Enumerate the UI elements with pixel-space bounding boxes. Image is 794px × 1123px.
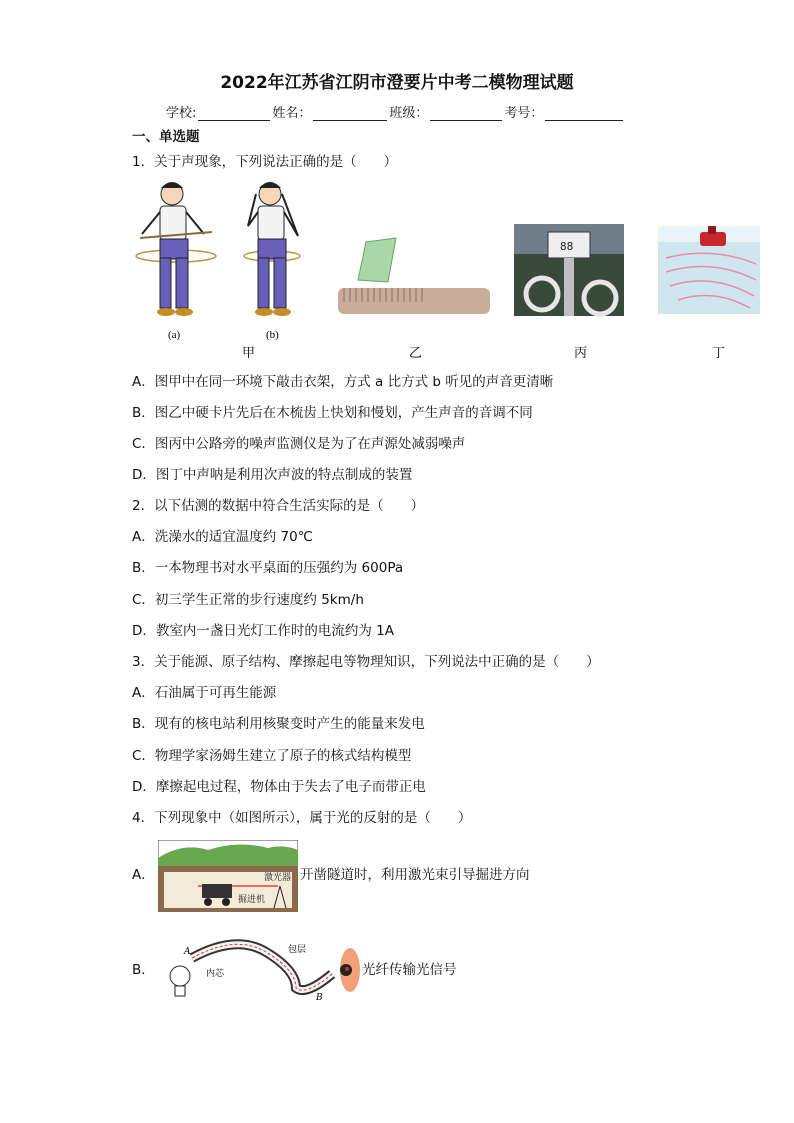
class-blank[interactable] [430,106,502,121]
q1-figure-strip [130,176,770,366]
q1-option-b[interactable]: B．图乙中硬卡片先后在木梳齿上快划和慢划，产生声音的音调不同 [132,405,533,421]
q4-option-b-letter[interactable]: B． [132,962,155,978]
exam-no-label: 考号： [504,106,544,121]
name-label: 姓名： [272,106,312,121]
q2-option-c[interactable]: C．初三学生正常的步行速度约 5km/h [132,592,364,608]
noise-monitor-figure [514,224,624,316]
fig-label-jia: 甲 [242,346,256,361]
q1-option-c[interactable]: C．图丙中公路旁的噪声监测仪是为了在声源处减弱噪声 [132,436,466,452]
q4-option-b-text[interactable]: 光纤传输光信号 [362,962,457,978]
q1-option-a[interactable]: A．图甲中在同一环境下敲击衣架，方式 a 比方式 b 听见的声音更清晰 [132,374,554,390]
q3-stem: 3．关于能源、原子结构、摩擦起电等物理知识，下列说法中正确的是（ ） [132,654,600,670]
name-blank[interactable] [313,106,387,121]
q2-option-a[interactable]: A．洗澡水的适宜温度约 70℃ [132,529,313,545]
machine-label: 掘进机 [238,895,266,905]
noise-display-value: 88 [560,240,574,253]
q2-option-d[interactable]: D．教室内一盏日光灯工作时的电流约为 1A [132,623,395,639]
q3-option-d[interactable]: D．摩擦起电过程，物体由于失去了电子而带正电 [132,779,426,795]
label-a: (a) [168,329,181,341]
comb-figure [338,238,490,314]
q4-option-a-text[interactable]: 开凿隧道时，利用激光束引导掘进方向 [300,867,530,883]
q4-stem: 4．下列现象中（如图所示），属于光的反射的是（ ） [132,810,472,826]
person-a-figure [136,182,216,316]
section-heading: 一、单选题 [132,129,200,145]
tunnel-laser-figure [158,840,298,912]
q1-stem: 1．关于声现象，下列说法正确的是（ ） [132,154,398,170]
school-blank[interactable] [198,106,270,121]
sonar-figure [658,226,760,314]
fig-label-bing: 丙 [574,346,588,361]
school-label: 学校: [166,106,197,121]
cladding-label: 包层 [288,945,307,955]
q3-option-b[interactable]: B．现有的核电站利用核聚变时产生的能量来发电 [132,716,425,732]
core-label: 内芯 [206,969,225,979]
point-b-label: B [316,993,323,1002]
label-b: (b) [266,329,279,341]
person-b-figure [244,182,300,316]
class-label: 班级： [389,106,429,121]
q4-option-a-letter[interactable]: A． [132,867,155,883]
q3-option-a[interactable]: A．石油属于可再生能源 [132,685,277,701]
fig-label-yi: 乙 [409,346,423,361]
laser-label: 激光器 [264,873,292,883]
point-a-label: A [184,947,191,957]
exam-no-blank[interactable] [545,106,623,121]
q2-option-b[interactable]: B．一本物理书对水平桌面的压强约为 600Pa [132,560,404,576]
optical-fiber-figure [156,930,364,1002]
q3-option-c[interactable]: C．物理学家汤姆生建立了原子的核式结构模型 [132,748,412,764]
q2-stem: 2．以下估测的数据中符合生活实际的是（ ） [132,498,425,514]
fig-label-ding: 丁 [712,346,726,361]
q1-option-d[interactable]: D．图丁中声呐是利用次声波的特点制成的装置 [132,467,413,483]
student-info-line [166,102,625,121]
page-title: 2022年江苏省江阴市澄要片中考二模物理试题 [220,73,574,93]
